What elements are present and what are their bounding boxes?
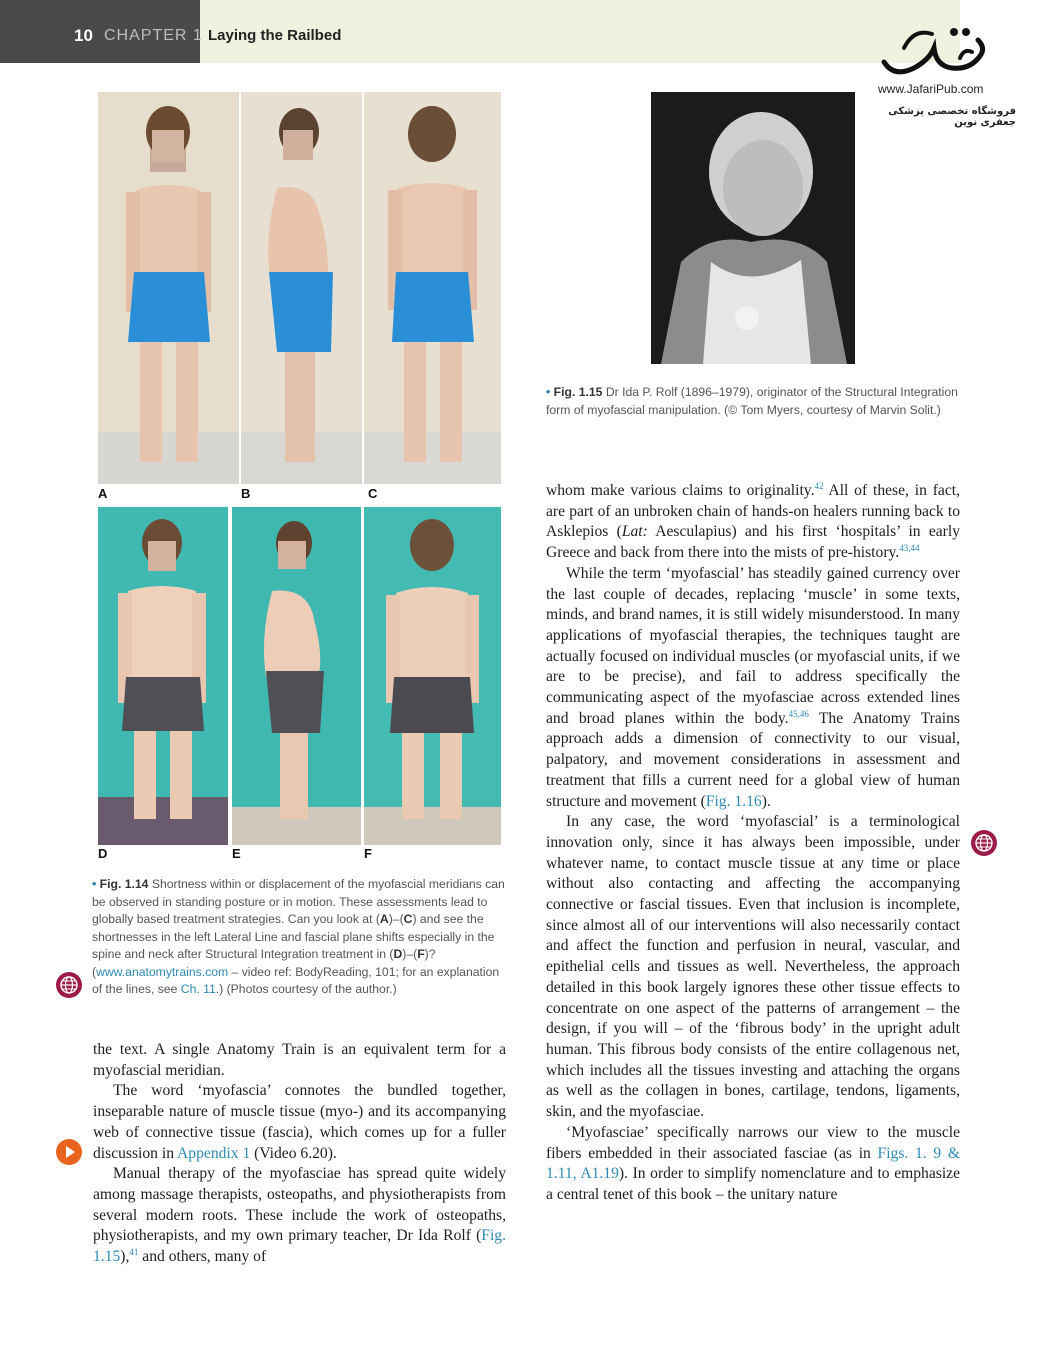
page-number: 10	[74, 26, 93, 45]
publisher-logo	[874, 18, 994, 82]
play-video-icon[interactable]	[55, 1138, 83, 1166]
figure-1-14-number: Fig. 1.14	[99, 877, 149, 891]
paragraph: whom make various claims to originality.$^{42}$ All of these, in fact, are part of an unbroken chain of hands-on healers running back to Asklepios (Lat: Aesculapius) and his first ‘hospitals’ in early Greece and back from there into the mists of pre-history.$^{43,44}$	[546, 480, 960, 562]
chapter-11-link[interactable]: Ch. 11	[180, 982, 216, 996]
photo-f-back-view	[364, 507, 501, 845]
figure-1-14-caption: • Fig. 1.14 Shortness within or displacement of the myofascial meridians can be observed in standing posture or in motion. These assessments lead to globally based treatment strategies. Can you look at (A)–(C) and see the shortnesses in the left Lateral Line and fascial plane shifts especially in the spine and neck after Structural Integration treatment in (D)–(F)? (www.anatomytrains.com – video ref: BodyReading, 101; for an explanation of the lines, see Ch. 11.) (Photos courtesy of the author.)	[92, 877, 505, 996]
photo-ida-rolf-portrait	[651, 92, 855, 364]
panel-label-c: C	[368, 486, 378, 501]
left-column-text	[93, 1040, 506, 1268]
fig-1-16-link[interactable]: Fig. 1.16	[705, 792, 762, 810]
paragraph: While the term ‘myofascial’ has steadily gained currency over the last couple of decades, replacing ‘muscle’ in some texts, minds, and brand names, it is still widely misunderstood. In many applications of myofascial therapies, the techniques taught are actually focused on individual muscles (or myofascial units, if we are to be precise), and fail to address specifically the communicating aspect of the myofasciae across extended lines and broad planes within the body.$^{45,46}$ The Anatomy Trains approach adds a dimension of connectivity to our visual, palpatory, and movement considerations in assessment and treatment that fills a current need for a global view of human structure and movement (Fig. 1.16).	[546, 564, 960, 810]
fig-1-15-link[interactable]: Fig. 1.15	[93, 1227, 506, 1266]
panel-label-f: F	[364, 846, 372, 861]
photo-d-front-view	[98, 507, 228, 845]
panel-label-d: D	[98, 846, 108, 861]
publisher-store-name: فروشگاه تخصصی پزشکی جعفری نوین	[888, 106, 1016, 128]
globe-icon[interactable]	[55, 971, 83, 999]
figs-1-9-1-11-link[interactable]: Figs. 1. 9 & 1.11, A1.19	[546, 1144, 960, 1183]
panel-label-b: B	[241, 486, 251, 501]
paragraph: The word ‘myofascia’ connotes the bundled together, inseparable nature of muscle tissue (myo-) and its accompanying web of connective tissue (fascia), which comes up for a fuller discussion in Appendix 1 (Video 6.20).	[93, 1082, 506, 1162]
paragraph: In any case, the word ‘myofascial’ is a terminological innovation only, since it has always been impossible, under whatever name, to contact muscle tissue at any time or place without also contacting and affecting the accompanying connective or fascial tissues. Even that inclusion is incomplete, since almost all of our interventions will also necessarily contact and affect the function and perfusion in neural, vascular, and epithelial cells and tissues as well. Nevertheless, the approach detailed in this book largely ignores these other tissue effects to concentrate on one aspect of the patterns of arrangement – the design, if you will – of the ‘fibrous body’ in the upright adult human. This fibrous body consists of the entire collagenous net, which includes all the tissues investing and attaching the organs as well as the collagen in bones, cartilage, tendons, ligaments, skin, and the myofasciae.	[546, 813, 960, 1121]
figure-1-15-number: Fig. 1.15	[553, 385, 603, 399]
publisher-url: www.JafariPub.com	[878, 82, 984, 96]
paragraph: the text. A single Anatomy Train is an equivalent term for a myofascial meridian.	[93, 1041, 506, 1079]
paragraph: Manual therapy of the myofasciae has spread quite widely among massage therapists, osteopaths, and physiotherapists from several modern roots. These include the work of osteopaths, physiotherapists, and my own primary teacher, Dr Ida Rolf (Fig. 1.15),$^{41}$ and others, many of	[93, 1165, 506, 1266]
photo-b-side-view	[241, 92, 362, 484]
photo-e-side-view	[232, 507, 361, 845]
chapter-title: Laying the Railbed	[208, 27, 342, 44]
globe-icon[interactable]	[970, 829, 998, 857]
chapter-label: CHAPTER 1	[104, 27, 203, 44]
appendix-1-link[interactable]: Appendix 1	[177, 1144, 251, 1162]
photo-c-back-view	[364, 92, 501, 484]
panel-label-a: A	[98, 486, 108, 501]
right-column-text	[546, 481, 960, 1206]
photo-a-front-view	[98, 92, 239, 484]
panel-label-e: E	[232, 846, 241, 861]
figure-1-15-caption: • Fig. 1.15 Dr Ida P. Rolf (1896–1979), originator of the Structural Integration form of myofascial manipulation. (© Tom Myers, courtesy of Marvin Solit.)	[546, 385, 958, 417]
anatomytrains-link[interactable]: www.anatomytrains.com	[96, 964, 229, 979]
paragraph: ‘Myofasciae’ specifically narrows our view to the muscle fibers embedded in their associated fasciae (as in Figs. 1. 9 & 1.11, A1.19). In order to simplify nomenclature and to emphasize a central tenet of this book – the unitary nature	[546, 1123, 960, 1203]
